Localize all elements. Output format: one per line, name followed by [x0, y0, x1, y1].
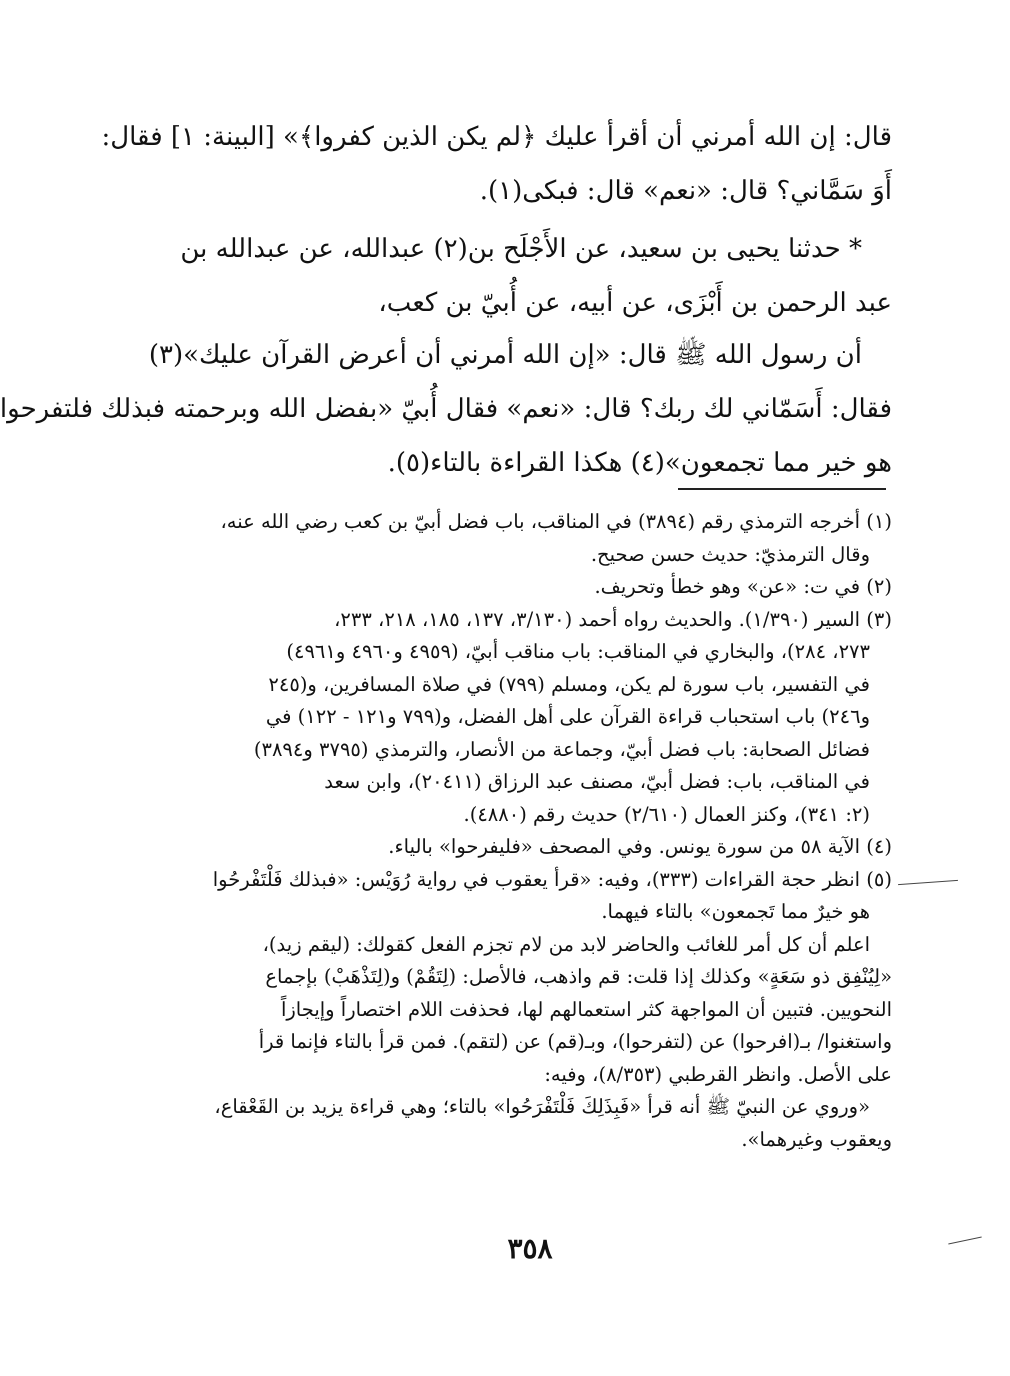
footnote-line: اعلم أن كل أمر للغائب والحاضر لابد من لام تجزم الفعل كقولك: (ليقم زيد)،: [262, 932, 870, 956]
footnote-line: (٢) في ت: «عن» وهو خطأ وتحريف.: [594, 575, 892, 598]
footnote-line: (٥) انظر حجة القراءات (٣٣٣)، وفيه: «قرأ يعقوب في رواية رُوَيْس: «فبذلك فَلْتَفْرحُوا: [212, 867, 892, 891]
footnote-line: في التفسير، باب سورة لم يكن، ومسلم (٧٩٩) في صلاة المسافرين، و(٢٤٥: [268, 672, 870, 696]
footnote-line: على الأصل. وانظر القرطبي (٨/٣٥٣)، وفيه:: [544, 1062, 892, 1086]
footnote-line: «وروي عن النبيّ ﷺ أنه قرأ «فَبِذَلِكَ فَلْتَفْرَحُوا» بالتاء؛ وهي قراءة يزيد بن القَعْقاع،: [214, 1095, 870, 1118]
footnote-line: هو خيرٌ مما تَجمعون» بالتاء فيهما.: [601, 900, 870, 923]
footnote-line: واستغنوا/ بـ(افرحوا) عن (لتفرحوا)، وبـ(قم) عن (لتقم). فمن قرأ بالتاء فإنما قرأ: [258, 1030, 892, 1053]
margin-pen-mark: [898, 880, 958, 885]
page-number: ٣٥٨: [507, 1232, 553, 1265]
text-line: عبد الرحمن بن أَبْزَى، عن أبيه، عن أُبيّ بن كعب،: [378, 288, 892, 318]
footnote-separator: [678, 488, 886, 490]
text-line: * حدثنا يحيى بن سعيد، عن الأَجْلَح بن(٢) عبدالله، عن عبدالله بن: [180, 234, 862, 264]
footnote-line: (٣) السير (١/٣٩٠). والحديث رواه أحمد (٣/١٣٠، ١٣٧، ١٨٥، ٢١٨، ٢٣٣،: [334, 607, 892, 631]
footnote-line: (٤) الآية ٥٨ من سورة يونس. وفي المصحف «فليفرحوا» بالياء.: [388, 835, 892, 858]
footnote-line: (٢: ٣٤١)، وكنز العمال (٢/٦١٠) حديث رقم (٤٨٨٠).: [463, 802, 870, 826]
text-line: قال: إن الله أمرني أن أقرأ عليك ﴿لم يكن الذين كفروا﴾» [البينة: ١] فقال:: [101, 122, 892, 152]
footnote-line: ويعقوب وغيرهما».: [741, 1127, 892, 1151]
footnote-line: فضائل الصحابة: باب فضل أبيّ، وجماعة من الأنصار، والترمذي (٣٧٩٥ و٣٨٩٤): [253, 737, 870, 761]
main-paragraph-1: [101, 110, 892, 218]
text-line: فقال: أَسَمّاني لك ربك؟ قال: «نعم» فقال أُبيّ «بفضل الله وبرحمته فبذلك فلتفرحوا: [0, 394, 892, 424]
margin-pen-mark: [948, 1236, 981, 1244]
text-line: أَوَ سَمَّاني؟ قال: «نعم» قال: فبكى(١).: [479, 176, 892, 206]
main-paragraph-2: [180, 222, 892, 330]
footnote-line: وقال الترمذيّ: حديث حسن صحيح.: [590, 542, 870, 566]
footnote-line: النحويين. فتبين أن المواجهة كثر استعمالهم لها، فحذفت اللام اختصاراً وإيجازاً: [280, 997, 892, 1021]
footnote-line: في المناقب، باب: فضل أبيّ، مصنف عبد الرزاق (٢٠٤١١)، وابن سعد: [324, 770, 870, 793]
footnote-line: (١) أخرجه الترمذي رقم (٣٨٩٤) في المناقب، باب فضل أبيّ بن كعب رضي الله عنه،: [220, 510, 892, 533]
text-line: أن رسول الله ﷺ قال: «إن الله أمرني أن أعرض القرآن عليك»(٣): [148, 340, 862, 370]
main-paragraph-3: [0, 328, 892, 490]
text-line: هو خير مما تجمعون»(٤) هكذا القراءة بالتاء(٥).: [387, 448, 892, 478]
footnote-line: «لِيُنْفِق ذو سَعَةٍ» وكذلك إذا قلت: قم واذهب، فالأصل: (لِتَقُمْ) و(لِتَذْهَبْ) بإجماع: [265, 965, 892, 988]
footnotes: [187, 506, 892, 1156]
footnote-line: و٢٤٦) باب استحباب قراءة القرآن على أهل الفضل، و(٧٩٩ و١٢١ - ١٢٢) في: [265, 705, 870, 728]
footnote-line: ٢٧٣، ٢٨٤)، والبخاري في المناقب: باب مناقب أبيّ، (٤٩٥٩ و٤٩٦٠ و٤٩٦١): [286, 640, 870, 663]
